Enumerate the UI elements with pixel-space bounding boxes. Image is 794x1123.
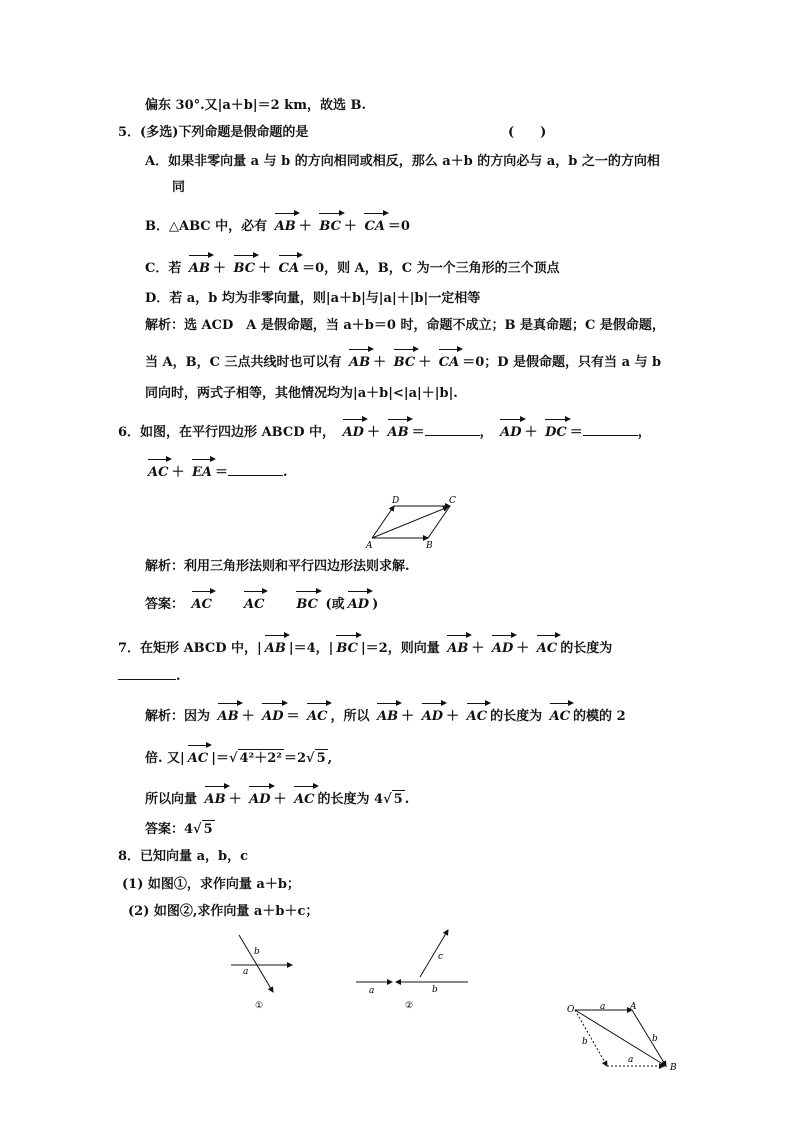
label-A: A — [630, 1002, 637, 1012]
q5-solution-2: 当 A，B，C 三点共线时也可以有 AB ＋ BC ＋ CA ＝0；D 是假命题，只有当 a 与 b — [145, 348, 661, 372]
q7-solution-1: 解析：因为 AB ＋ AD ＝ AC ，所以 AB ＋ AD ＋ AC 的长度为 AC 的模的 2 — [145, 702, 626, 726]
q7-solution-3: 所以向量 AB ＋ AD ＋ AC 的长度为 4√ 5 . — [145, 785, 409, 809]
label-A: A — [366, 541, 373, 550]
question-7-blank: . — [118, 668, 181, 686]
q6-solution: 解析：利用三角形法则和平行四边形法则求解. — [145, 559, 410, 574]
label-B: B — [426, 541, 433, 550]
figure-number-2: ② — [405, 1001, 414, 1011]
option-B: B．△ABC 中，必有 AB ＋ BC ＋ CA ＝0 — [145, 212, 410, 236]
blank — [228, 475, 283, 476]
q6-answer: 答案： AC AC BC (或 AD ) — [145, 590, 378, 614]
blank — [425, 435, 480, 436]
parallelogram-figure — [362, 492, 462, 550]
label-D: D — [392, 496, 400, 506]
q5-solution-3: 同向时，两式子相等，其他情况均为|a＋b|<|a|＋|b|. — [145, 386, 458, 401]
figure-number-1: ① — [255, 1001, 264, 1010]
label-a: a — [369, 986, 375, 996]
question-8-part-2: (2) 如图②,求作向量 a＋b＋c； — [128, 904, 319, 919]
label-b-right: b — [652, 1034, 658, 1044]
label-a-top: a — [600, 1002, 606, 1012]
option-C: C．若 AB ＋ BC ＋ CA ＝0，则 A，B，C 为一个三角形的三个顶点 — [145, 254, 560, 278]
label-c: c — [438, 952, 444, 962]
text-line: 偏东 30°.又|a＋b|＝2 km，故选 B. — [145, 98, 366, 113]
option-A-cont: 同 — [172, 180, 186, 195]
question-8-stem: 8．已知向量 a，b，c — [118, 849, 249, 864]
label-b-left: b — [582, 1037, 588, 1047]
blank — [118, 679, 176, 680]
option-D: D．若 a，b 均为非零向量，则|a＋b|与|a|＋|b|一定相等 — [145, 291, 481, 306]
answer-paren: ( ) — [508, 125, 547, 140]
label-O: O — [567, 1005, 575, 1015]
label-B: B — [670, 1063, 677, 1073]
question-6-stem-cont: AC ＋ EA ＝ . — [145, 458, 288, 482]
blank — [583, 435, 638, 436]
answer-figure — [562, 998, 684, 1076]
option-A: A．如果非零向量 a 与 b 的方向相同或相反，那么 a＋b 的方向必与 a，b 之一的方向相 — [145, 154, 660, 169]
label-b: b — [254, 947, 260, 957]
figure-1 — [225, 928, 305, 1010]
label-C: C — [449, 496, 456, 506]
label-b: b — [432, 985, 438, 995]
label-a-bottom: a — [628, 1055, 634, 1065]
question-7-stem: 7．在矩形 ABCD 中，| AB |＝4，| BC |＝2，则向量 AB ＋ AD ＋ AC 的长度为 — [118, 634, 612, 658]
question-8-part-1: (1) 如图①，求作向量 a＋b； — [122, 877, 300, 892]
q5-solution-1: 解析：选 ACD A 是假命题，当 a＋b＝0 时，命题不成立；B 是真命题；C 是假命题， — [145, 318, 665, 333]
label-a: a — [243, 967, 249, 977]
figure-2 — [350, 920, 474, 1012]
question-5-stem: 5．(多选)下列命题是假命题的是 — [118, 125, 309, 140]
q7-solution-2: 倍. 又| AC |＝√ 4²＋2² ＝2√ 5 , — [145, 744, 332, 768]
q7-answer: 答案：4√ 5 — [145, 822, 213, 837]
question-6-stem: 6．如图，在平行四边形 ABCD 中， AD ＋ AB ＝ ， AD ＋ DC ＝ ， — [118, 418, 651, 442]
